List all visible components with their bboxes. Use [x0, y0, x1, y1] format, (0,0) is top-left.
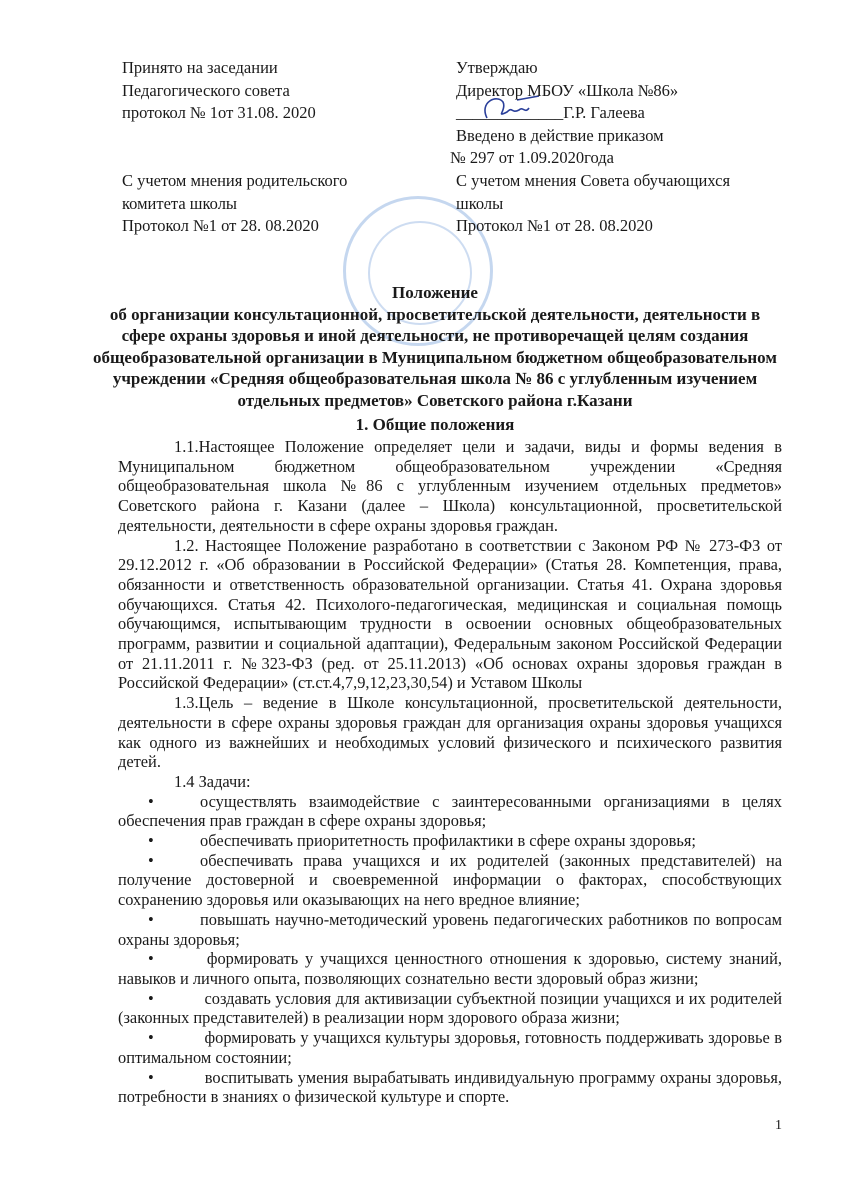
- task-item: [118, 949, 782, 988]
- page-number: 1: [775, 1118, 782, 1133]
- header-line: С учетом мнения Совета обучающихся: [456, 171, 731, 190]
- task-item: [118, 792, 782, 831]
- approved-block: [450, 57, 679, 170]
- header-line: № 297 от 1.09.2020года: [450, 148, 614, 167]
- parents-committee-block: [122, 170, 347, 238]
- header-line: С учетом мнения родительского: [122, 171, 348, 190]
- task-item: [118, 831, 782, 851]
- task-item: [118, 1068, 782, 1107]
- paragraph: 1.2. Настоящее Положение разработано в соответствии с Законом РФ № 273-ФЗ от 29.12.2012 г. «Об образовании в Российской Федерации» (Статья 28. Компетенция, права, обязанности и ответственность образовательной организации. Статья 41. Охрана здоровья обучающихся. Статья 42. Психолого-педагогическая, медицинская и социальная помощь обучающимся, испытывающим трудности в освоении основных общеобразовательных программ, развитии и социальной адаптации), Федеральным законом Российской Федерации от 21.11.2011 г. №323-ФЗ (ред. от 25.11.2013) «Об основах охраны здоровья граждан в Российской Федерации» (ст.ст.4,7,9,12,23,30,54) и Уставом Школы: [118, 535, 782, 693]
- bullet-icon: •: [148, 988, 154, 1008]
- header-line: _____________Г.Р. Галеева: [456, 103, 645, 122]
- document-title: [90, 282, 780, 411]
- header-line: Принято на заседании: [122, 58, 278, 77]
- task-item: [118, 1028, 782, 1067]
- header-line: Протокол №1 от 28. 08.2020: [122, 216, 319, 235]
- bullet-icon: •: [148, 949, 154, 969]
- task-text: формировать у учащихся культуры здоровья, готовность поддерживать здоровье в оптимальном состоянии;: [118, 1028, 782, 1067]
- bullet-icon: •: [148, 791, 154, 811]
- task-item: [118, 851, 782, 910]
- header-line: Протокол №1 от 28. 08.2020: [456, 216, 653, 235]
- task-text: воспитывать умения вырабатывать индивидуальную программу охраны здоровья, потребности в знаниях о физической культуре и спорте.: [118, 1067, 782, 1107]
- task-text: формировать у учащихся ценностного отношения к здоровью, систему знаний, навыков и личного опыта, позволяющих сознательно вести здоровый образ жизни;: [118, 949, 782, 988]
- paragraph: 1.3.Цель – ведение в Школе консультационной, просветительской деятельности, деятельности в сфере охраны здоровья граждан для организация охраны здоровья учащихся как одного из важнейших и необходимых условий физического и психического развития детей.: [118, 693, 782, 772]
- task-text: создавать условия для активизации субъектной позиции учащихся и их родителей (законных представителей) в реализации норм здорового образа жизни;: [118, 988, 782, 1028]
- bullet-icon: •: [148, 909, 154, 929]
- header-line: Педагогического совета: [122, 80, 290, 100]
- task-text: обеспечивать приоритетность профилактики в сфере охраны здоровья;: [200, 831, 696, 851]
- document-body: [118, 437, 782, 1107]
- bullet-icon: •: [148, 1028, 154, 1048]
- bullet-icon: •: [148, 831, 154, 851]
- bullet-icon: •: [148, 1067, 154, 1087]
- header-line: комитета школы: [122, 193, 238, 213]
- task-text: обеспечивать права учащихся и их родителей (законных представителей) на получение достоверной и своевременной информации о факторах, способствующих сохранению здоровья или оказывающих на него вредное влияние;: [118, 850, 782, 910]
- header-line: протокол № 1от 31.08. 2020: [122, 103, 316, 122]
- header-line: Введено в действие приказом: [456, 125, 664, 145]
- header-line: Директор МБОУ «Школа №86»: [456, 80, 679, 100]
- title-text: об организации консультационной, просветительской деятельности, деятельности в сфере охраны здоровья и иной деятельности, не противоречащей целям создания общеобразовательной организации в Муниципальном бюджетном общеобразовательном учреждении «Средняя общеобразовательная школа № 86 с углубленным изучением отдельных предметов» Советского района г.Казани: [93, 304, 777, 410]
- paragraph: 1.1.Настоящее Положение определяет цели и задачи, виды и формы ведения в Муниципальном бюджетном общеобразовательном учреждении «Средняя общеобразовательная школа №86 с углубленным изучением отдельных предметов» Советского района г. Казани (далее – Школа) консультационной, просветительской деятельности, деятельности в сфере охраны здоровья граждан.: [118, 437, 782, 535]
- task-item: [118, 910, 782, 949]
- header-line: Утверждаю: [456, 58, 538, 77]
- task-item: [118, 989, 782, 1028]
- student-council-block: [456, 170, 730, 238]
- title-heading: Положение: [392, 283, 478, 302]
- task-text: повышать научно-методический уровень педагогических работников по вопросам охраны здоровья;: [118, 909, 782, 949]
- section-heading: 1. Общие положения: [355, 415, 515, 434]
- task-text: осуществлять взаимодействие с заинтересованными организациями в целях обеспечения прав граждан в сфере охраны здоровья;: [118, 791, 782, 831]
- header-line: школы: [456, 193, 504, 213]
- accepted-block: [122, 57, 316, 125]
- paragraph: 1.4 Задачи:: [174, 771, 251, 791]
- bullet-icon: •: [148, 850, 154, 870]
